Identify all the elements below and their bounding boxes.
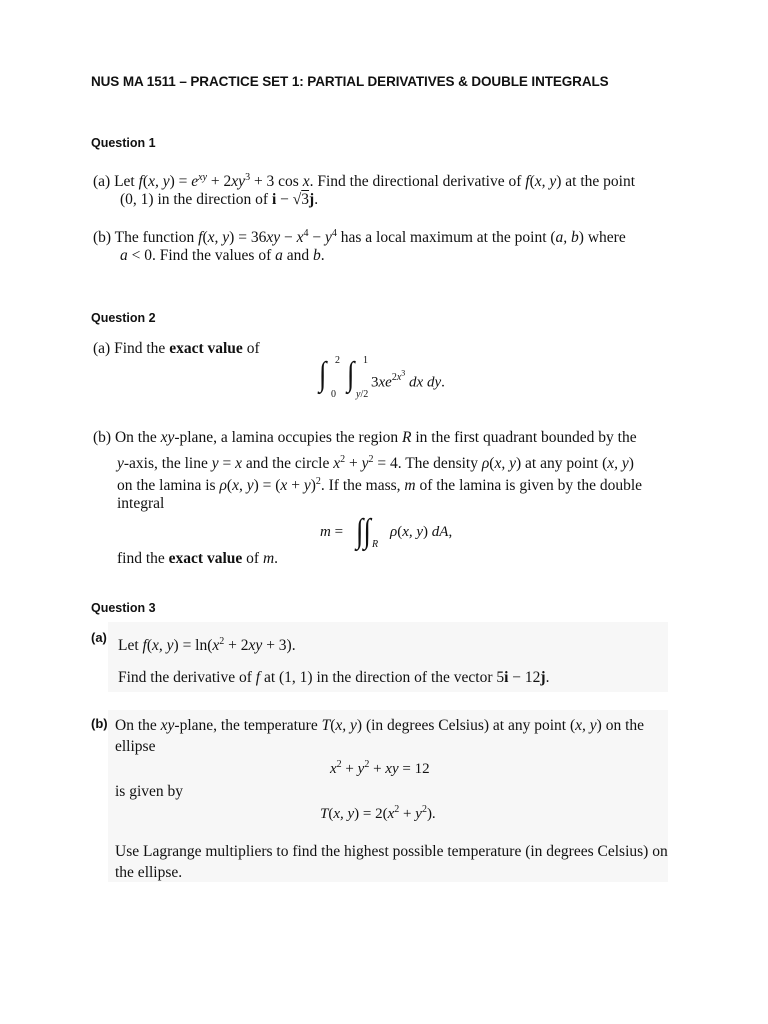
q2b-line-5: find the exact value of m. — [117, 550, 279, 567]
q2b-line-4: integral — [117, 495, 165, 512]
q3b-line-2: ellipse — [115, 738, 156, 755]
q2a-line-1: (a) Find the exact value of — [93, 340, 260, 357]
q3b-line-1: On the xy-plane, the temperature T(x, y) (in degrees Celsius) at any point (x, y) on the — [115, 717, 645, 734]
q2b-line-3: on the lamina is ρ(x, $y) = (x + y)^2$. If the mass, m of the lamina is given by the double — [117, 476, 643, 495]
q3b-line-4: Use Lagrange multipliers to find the highest possible temperature (in degrees Celsius) on — [115, 843, 668, 860]
q3a-label: (a) — [91, 630, 107, 645]
q1b-line-2: a < 0. Find the values of a and b. — [120, 247, 325, 264]
q3a-line-1: Let f(x, $y) = \ln(x^2 + 2xy + 3)$. — [118, 636, 296, 655]
q2b-line-2: y-axis, the line y = x and the circle $x^2 + y^2 = 4$. The density ρ(x, y) at any point (x, y) — [117, 454, 634, 473]
question-1-heading: Question 1 — [91, 136, 156, 150]
question-2-heading: Question 2 — [91, 311, 156, 325]
q1a-line-1: (a) Let f(x, $y) = e^{xy} + 2xy^3 + 3$ cos x. Find the directional derivative of f(x, y) at the point — [93, 172, 636, 191]
q3b-equation-ellipse: $x^2 + y^2$ + xy = 12 — [330, 759, 430, 777]
q1a-line-2: (0, 1) in the direction of i − √3j. — [120, 191, 319, 208]
q3b-equation-temperature: T(x, $y) = 2(x^2 + y^2)$. — [320, 804, 436, 822]
q3b-line-5: the ellipse. — [115, 864, 183, 881]
q1b-line-1: (b) The function f(x, $y) = 36xy - x^4 - y^4$ has a local maximum at the point (a, b) where — [93, 228, 626, 247]
question-3-heading: Question 3 — [91, 601, 156, 615]
q2b-line-1: (b) On the xy-plane, a lamina occupies the region R in the first quadrant bounded by the — [93, 429, 637, 446]
q3a-line-2: Find the derivative of f at (1, 1) in the direction of the vector 5i − 12j. — [118, 669, 550, 686]
q3b-line-3: is given by — [115, 783, 184, 800]
q3b-label: (b) — [91, 716, 108, 731]
document-title: NUS MA 1511 – PRACTICE SET 1: PARTIAL DERIVATIVES & DOUBLE INTEGRALS — [91, 74, 609, 89]
